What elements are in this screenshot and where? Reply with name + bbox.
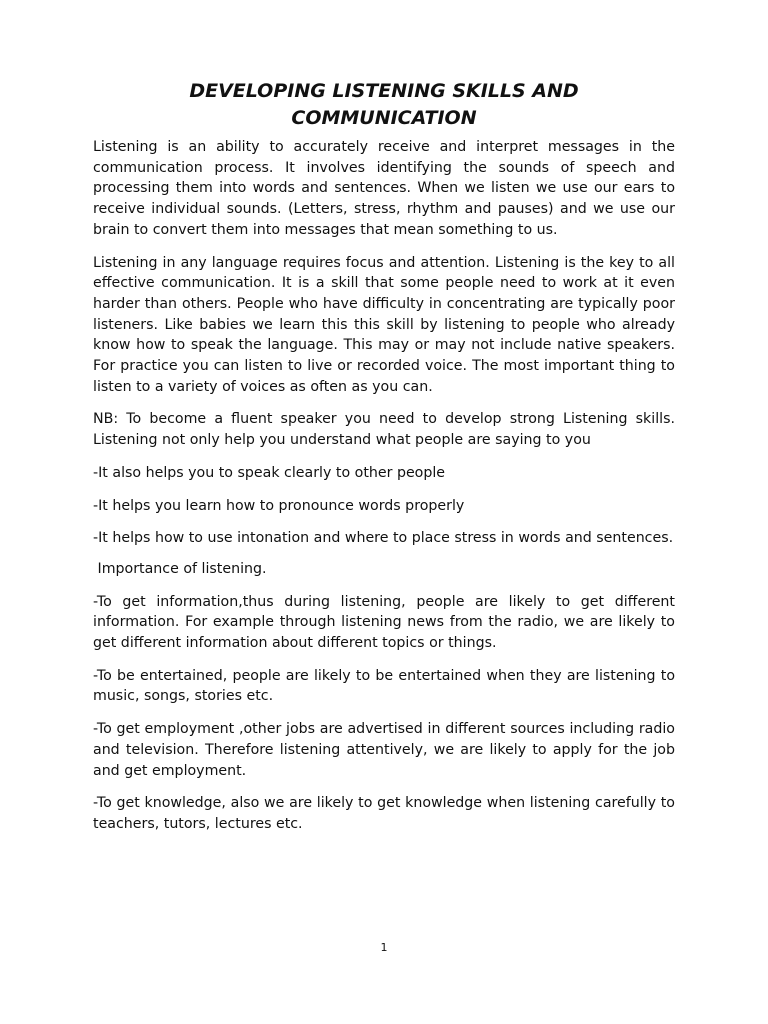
list-item-knowledge: -To get knowledge, also we are likely to get knowledge when listening carefully to teachers, tutors, lectures etc. [93,795,675,832]
paragraph-nb-note: NB: To become a fluent speaker you need to develop strong Listening skills. Listening not only help you understand what people are saying to you [93,411,675,449]
list-item-intonation: -It helps how to use intonation and where to place stress in words and sentences. [93,530,674,547]
list-item-pronounce: -It helps you learn how to pronounce words properly [93,497,465,514]
section-heading-importance: Importance of listening. [93,560,267,577]
list-item-information: -To get information,thus during listening, people are likely to get different information. For example through listening news from the radio, we are likely to get different information about different topics or things. [93,593,675,652]
page-number: 1 [380,941,388,954]
document-title [93,78,675,132]
title-line-1: DEVELOPING LISTENING SKILLS AND [189,80,579,102]
document-page [93,78,675,847]
list-item-entertained: -To be entertained, people are likely to be entertained when they are listening to music, songs, stories etc. [93,667,675,705]
paragraph-listening-definition: Listening is an ability to accurately receive and interpret messages in the communication process. It involves identifying the sounds of speech and processing them into words and sentences. When we listen we use our ears to receive individual sounds. (Letters, stress, rhythm and pauses) and we use our brain to convert them into messages that mean something to us. [93,139,675,238]
title-line-2: COMMUNICATION [291,107,477,129]
paragraph-listening-focus: Listening in any language requires focus and attention. Listening is the key to all effective communication. It is a skill that some people need to work at it even harder than others. People who have difficulty in concentrating are typically poor listeners. Like babies we learn this this skill by listening to people who already know how to speak the language. This may or may not include native speakers. For practice you can listen to live or recorded voice. The most important thing to listen to a variety of voices as often as you can. [93,254,675,395]
list-item-speak-clearly: -It also helps you to speak clearly to other people [93,464,446,481]
list-item-employment: -To get employment ,other jobs are advertised in different sources including radio and television. Therefore listening attentively, we are likely to apply for the job and get employment. [93,721,675,779]
